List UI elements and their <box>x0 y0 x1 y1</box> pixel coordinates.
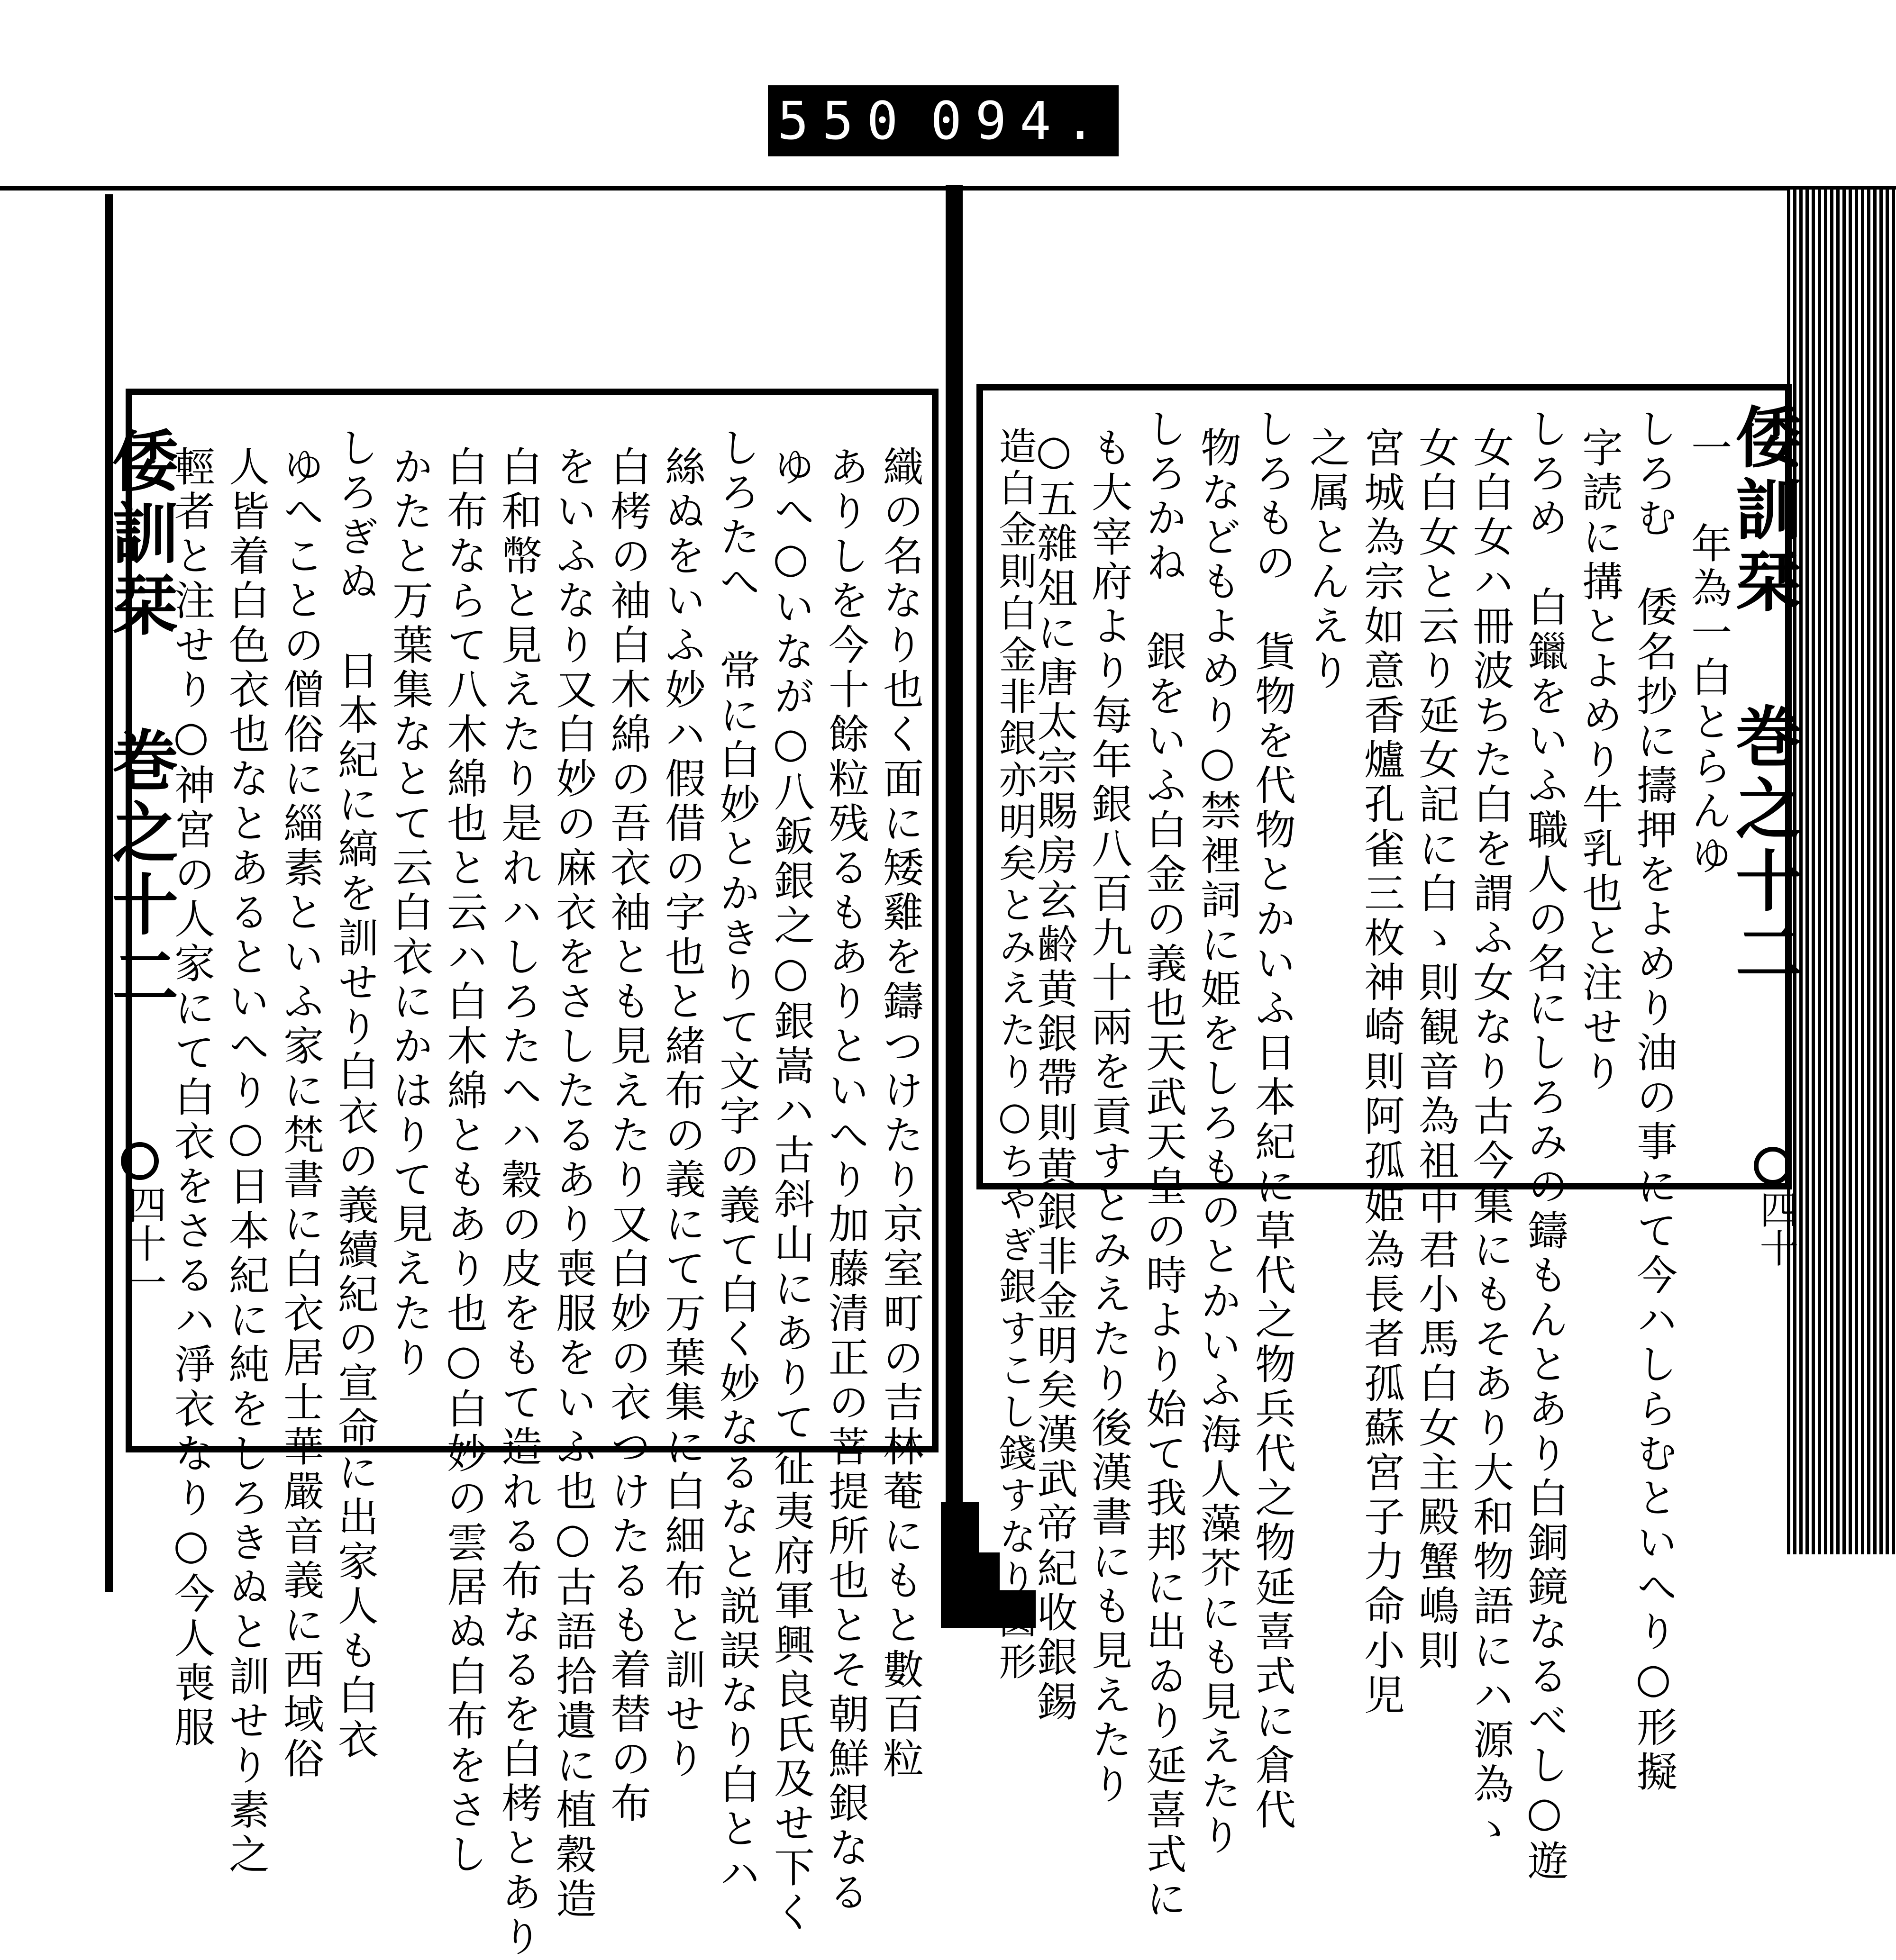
left-column-1: 織の名なり也く面に矮雞を鑄つけたり京室町の吉林菴にもと數百粒 <box>876 445 923 1782</box>
book-spine <box>946 185 963 1559</box>
left-column-13: 人皆着白色衣也なとあるといへり○日本紀に純をしろきぬと訓せり素之 <box>222 445 269 1878</box>
page-edge-stack <box>1787 190 1896 1554</box>
left-column-2: ありしを今十餘粒残るもありといへり加藤清正の菩提所也とそ朝鮮銀なる <box>821 445 869 1915</box>
right-column-7: 宮城為宗如意香爐孔雀三枚神崎則阿孤姫為長者孤蘇宮子力命小児 <box>1357 426 1404 1718</box>
right-column-3: 字読に搆とよめり牛乳也と注せり <box>1575 426 1623 1095</box>
right-column-1: 一 年為一白とらんゆ <box>1684 426 1732 879</box>
left-column-10: かたと万葉集なとて云白衣にかはりて見えたり <box>385 445 433 1381</box>
left-folio: 四十一 <box>121 1185 166 1301</box>
right-folio-circle <box>1754 1147 1792 1185</box>
right-column-12: も大宰府より每年銀八百九十兩を貢すとみえたり後漢書にも見えたり <box>1085 426 1132 1807</box>
left-column-5: 絲ぬをいふ妙ハ假借の字也と緒布の義にて万葉集に白細布と訓せり <box>658 445 705 1782</box>
right-column-13: ○五雜俎に唐太宗賜房玄齢黄銀帶則黄銀非金明矣漢武帝紀收銀錫 <box>1030 426 1077 1725</box>
left-column-3: ゆへ○いなが○八鈑銀之○銀嵩ハ古斜山にありて征夷府軍興良氏及せ下く <box>767 445 814 1935</box>
left-column-14: 輕者と注せり○神宮の人家にて白衣をさるハ淨衣なり○今人喪服 <box>167 445 215 1751</box>
right-column-4: しろめ 白鑞をいふ職人の名にしろみの鑄もんとあり白銅鏡なるべし○遊 <box>1521 408 1568 1884</box>
frame-label-left: 550 <box>777 91 912 151</box>
right-folio: 四十 <box>1753 1189 1798 1267</box>
right-column-11: しろかね 銀をいふ白金の義也天武天皇の時より始て我邦に出ゐり延喜式に <box>1139 408 1186 1922</box>
left-column-12: ゆへことの僧俗に緇素といふ家に梵書に白衣居士華嚴音義に西域俗 <box>276 445 324 1782</box>
right-page-title: 倭訓栞 巻之十二 <box>1724 403 1802 990</box>
left-column-7: をいふなり又白妙の麻衣をさしたるあり喪服をいふ也○古語拾遺に植穀造 <box>549 445 596 1922</box>
right-column-10: 物などもよめり○禁裡詞に姫をしろものとかいふ海人藻芥にも見えたり <box>1194 426 1241 1859</box>
frame-label-right: 094. <box>930 91 1109 151</box>
right-column-14: 造白金則白金非銀亦明矣とみえたり○ちやぎ銀すこし錢すなり圓形 <box>993 426 1037 1684</box>
right-column-5: 女白女ハ冊波ちた白を謂ふ女なり古今集にもそあり大和物語にハ源為ゝ <box>1466 426 1513 1852</box>
right-column-6: 女白女と云り延女記に白ゝ則観音為祖中君小馬白女主殿蟹嶋則 <box>1412 426 1459 1674</box>
left-column-4: しろたへ 常に白妙とかきりて文字の義て白く妙なるなと説誤なり白とハ <box>712 426 760 1896</box>
left-folio-circle <box>121 1142 159 1180</box>
left-column-11: しろぎぬ 日本紀に縞を訓せり白衣の義續紀の宣命に出家人も白衣 <box>331 426 378 1763</box>
left-column-9: 白布ならて八木綿也と云ハ白木綿ともあり也○白妙の雲居ぬ白布をさし <box>440 445 487 1878</box>
right-column-2: しろむ 倭名抄に擣押をよめり油の事にて今ハしらむといへり○形擬 <box>1630 408 1677 1795</box>
left-column-6: 白栲の袖白木綿の吾衣袖とも見えたり又白妙の衣つけたるも着替の布 <box>603 445 651 1826</box>
left-column-8: 白和幣と見えたり是れハしろたへハ穀の皮をもて造れる布なるを白栲とあり <box>494 445 542 1960</box>
right-column-9: しろもの 貨物を代物とかいふ日本紀に草代之物兵代之物延喜式に倉代 <box>1248 408 1295 1833</box>
film-frame-label <box>768 85 1119 156</box>
left-page-title: 倭訓栞 巻之十二 <box>101 426 179 1014</box>
right-column-8: 之属とんえり <box>1303 426 1350 694</box>
